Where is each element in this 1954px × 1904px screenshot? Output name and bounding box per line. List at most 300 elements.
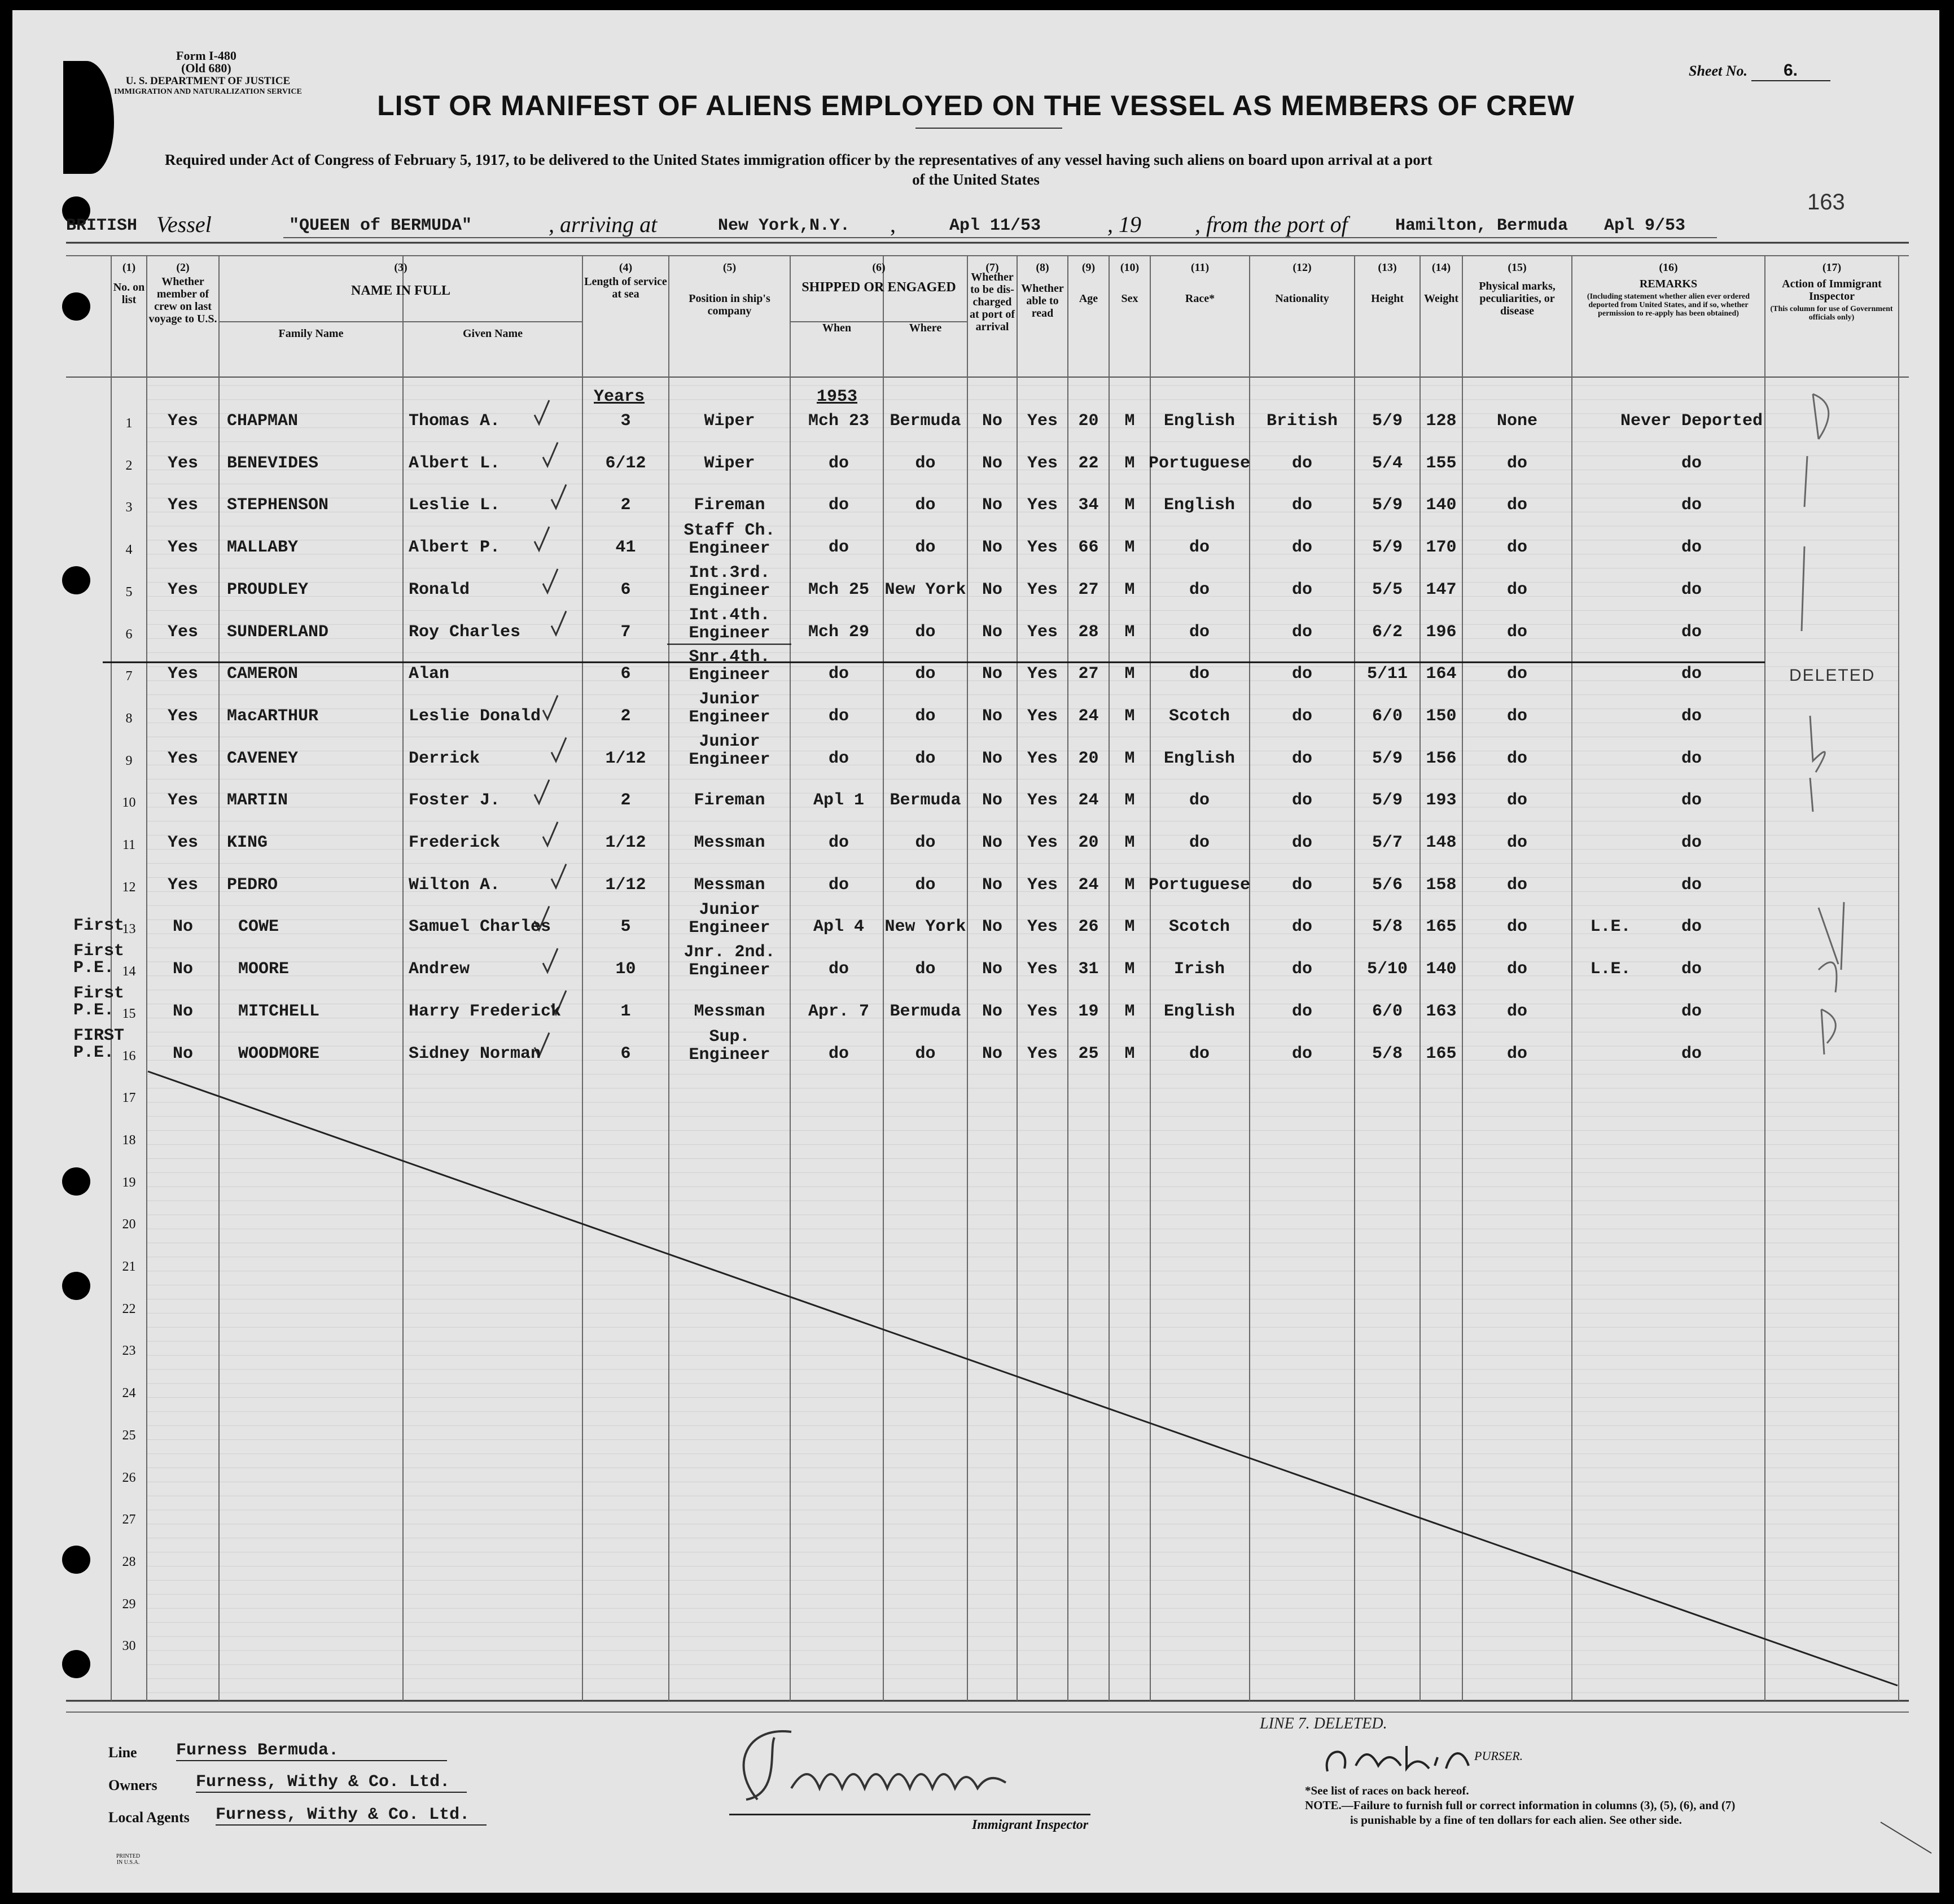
row-number: 24 [122, 1386, 136, 1401]
cell-no: 15 [122, 1006, 136, 1021]
column-header: Position in ship's company [689, 292, 770, 317]
cell-service: 7 [620, 622, 631, 642]
cell-prev: Yes [167, 538, 198, 558]
column-number: (14) [1431, 261, 1451, 274]
cell-read: Yes [1027, 960, 1058, 979]
cell-no: 6 [125, 627, 133, 642]
cell-read: Yes [1027, 706, 1058, 726]
line-label: Line [108, 1744, 137, 1761]
column-number: (1) [122, 261, 136, 274]
cell-pos1: Snr.4th. [689, 647, 770, 667]
column-header: NAME IN FULL [351, 283, 450, 298]
column-number: (17) [1822, 261, 1842, 274]
cell-height: 5/4 [1372, 453, 1403, 473]
cell-remarks: do [1681, 580, 1702, 599]
cell-disch: No [982, 833, 1002, 852]
cell-remarks: do [1681, 875, 1702, 895]
cell-read: Yes [1027, 538, 1058, 558]
cell-sex: M [1124, 749, 1135, 768]
row-number: 27 [122, 1512, 136, 1527]
cell-nat: do [1291, 749, 1312, 768]
cell-pos2: Engineer [689, 623, 770, 643]
cell-remarks: do [1681, 453, 1702, 473]
cell-race: do [1189, 833, 1210, 852]
cell-height: 6/0 [1372, 1001, 1403, 1021]
cell-service: 41 [615, 538, 636, 558]
cell-service: 6 [620, 580, 631, 599]
cell-service: 2 [620, 791, 631, 811]
cell-nat: do [1291, 960, 1312, 979]
column-header: Nationality [1275, 292, 1329, 305]
cell-pos1: Messman [694, 875, 765, 895]
form-line: U. S. DEPARTMENT OF JUSTICE [125, 75, 291, 87]
column-header: Whether able to read [1021, 282, 1064, 319]
cell-no: 5 [125, 584, 133, 599]
column-header: Action of Immigrant Inspector [1782, 278, 1882, 303]
stamp-number: 163 [1807, 190, 1845, 215]
cell-family: MacARTHUR [227, 706, 319, 726]
cell-where: do [915, 875, 936, 895]
cell-family: SUNDERLAND [227, 622, 329, 642]
cell-height: 5/9 [1372, 538, 1403, 558]
cell-disch: No [982, 791, 1002, 811]
column-number: (8) [1036, 261, 1049, 274]
footer [12, 1715, 1939, 1890]
cell-prev: Yes [167, 875, 198, 895]
cell-weight: 140 [1426, 960, 1457, 979]
cell-when: do [828, 496, 849, 515]
cell-remarks: do [1681, 496, 1702, 515]
cell-given: Harry Frederick [409, 1001, 562, 1021]
sheet-label: Sheet No. [1689, 63, 1747, 79]
cell-where: do [915, 749, 936, 768]
cell-race: English [1163, 496, 1236, 515]
cell-marks: do [1506, 833, 1527, 852]
cell-family: MARTIN [227, 791, 288, 811]
cell-pos2: Engineer [689, 666, 770, 685]
cell-when: do [828, 960, 849, 979]
cell-weight: 155 [1426, 453, 1457, 473]
cell-nat: do [1291, 706, 1312, 726]
cell-race: do [1189, 664, 1210, 684]
cell-family: MALLABY [227, 538, 299, 558]
cell-remarks_note: L.E. [1590, 917, 1631, 937]
cell-prefix: FIRST P.E. [73, 1026, 125, 1062]
cell-pos1: Messman [694, 1001, 765, 1021]
cell-remarks_note: L.E. [1590, 960, 1631, 979]
cell-read: Yes [1027, 875, 1058, 895]
sheet-value: 6. [1751, 61, 1830, 81]
cell-where: Bermuda [890, 791, 961, 811]
inspector-pencil-marks [1802, 394, 1844, 1054]
page-title: LIST OR MANIFEST OF ALIENS EMPLOYED ON THE VESSEL AS MEMBERS OF CREW [377, 90, 1575, 121]
cell-sex: M [1124, 1001, 1135, 1021]
cell-weight: 163 [1426, 1001, 1457, 1021]
cell-pos2: Engineer [689, 961, 770, 981]
column-number: (10) [1120, 261, 1140, 274]
cell-read: Yes [1027, 791, 1058, 811]
column-header: Whether to be dis-charged at port of arrival [970, 271, 1015, 333]
cell-remarks: do [1681, 791, 1702, 811]
cell-when: Apr. 7 [808, 1001, 870, 1021]
cell-age: 24 [1078, 706, 1099, 726]
cell-race: do [1189, 622, 1210, 642]
cell-given: Thomas A. [409, 412, 501, 431]
column-header: When [822, 322, 852, 334]
cell-no: 16 [122, 1048, 136, 1063]
column-subheader: (Including statement whether alien ever ordered deported from United States, and if so, whether permission to re-apply has been obtained) [1587, 292, 1750, 318]
cell-age: 66 [1078, 538, 1099, 558]
cell-nat: do [1291, 538, 1312, 558]
cell-nat: do [1291, 917, 1312, 937]
cell-when: do [828, 538, 849, 558]
cell-disch: No [982, 453, 1002, 473]
agents-value: Furness, Withy & Co. Ltd. [216, 1805, 487, 1826]
cell-height: 5/9 [1372, 496, 1403, 515]
cell-service: 5 [620, 917, 631, 937]
cancellation-line [148, 1071, 1898, 1686]
cell-given: Alan [409, 664, 450, 684]
cell-race: Scotch [1168, 706, 1230, 726]
subtitle: Required under Act of Congress of February 5, 1917, to be delivered to the United States immigration officer by the representatives of any vessel having such aliens on board upon arrival at a port [165, 151, 1432, 168]
cell-race: do [1189, 580, 1210, 599]
purser-title: PURSER. [1474, 1749, 1523, 1763]
cell-weight: 140 [1426, 496, 1457, 515]
cell-prev: Yes [167, 791, 198, 811]
cell-when: do [828, 833, 849, 852]
cell-no: 8 [125, 711, 133, 726]
cell-pos1: Staff Ch. [684, 521, 776, 541]
inspector-signature [724, 1715, 1062, 1817]
cell-when: do [828, 706, 849, 726]
arrival-date: Apl 11/53 [949, 216, 1041, 235]
cell-nat: do [1291, 496, 1312, 515]
cell-marks: do [1506, 453, 1527, 473]
departure-date: Apl 9/53 [1604, 216, 1686, 235]
cell-age: 27 [1078, 580, 1099, 599]
cell-race: Irish [1173, 960, 1225, 979]
cell-pos2: Engineer [689, 918, 770, 938]
cell-disch: No [982, 412, 1002, 431]
cell-when: Mch 23 [808, 412, 870, 431]
cell-marks: do [1506, 749, 1527, 768]
row-number: 18 [122, 1132, 136, 1148]
cell-where: Bermuda [890, 412, 961, 431]
column-header: Sex [1121, 292, 1138, 305]
cell-sex: M [1124, 496, 1135, 515]
cell-nat: do [1291, 1044, 1312, 1063]
cell-pos2: Engineer [689, 1045, 770, 1065]
cell-age: 27 [1078, 664, 1099, 684]
cell-weight: 165 [1426, 1044, 1457, 1063]
cell-race: Scotch [1168, 917, 1230, 937]
cell-sex: M [1124, 960, 1135, 979]
cell-height: 5/8 [1372, 917, 1403, 937]
cell-disch: No [982, 496, 1002, 515]
column-header: SHIPPED OR ENGAGED [801, 280, 956, 295]
cell-disch: No [982, 917, 1002, 937]
cell-family: CHAPMAN [227, 412, 299, 431]
row-number: 22 [122, 1301, 136, 1316]
cell-given: Foster J. [409, 791, 501, 811]
cell-pos1: Messman [694, 833, 765, 852]
row-number: 26 [122, 1470, 136, 1485]
cell-weight: 147 [1426, 580, 1457, 599]
column-header: Physical marks, peculiarities, or disease [1479, 280, 1556, 317]
cell-read: Yes [1027, 453, 1058, 473]
cell-marks: do [1506, 706, 1527, 726]
cell-remarks: do [1681, 538, 1702, 558]
row-number: 20 [122, 1217, 136, 1232]
cell-remarks: do [1681, 664, 1702, 684]
cell-height: 5/9 [1372, 412, 1403, 431]
cell-given: Frederick [409, 833, 501, 852]
column-number: (7) [985, 261, 999, 274]
cell-service: 3 [620, 412, 631, 431]
cell-sex: M [1124, 917, 1135, 937]
cell-remarks: do [1681, 706, 1702, 726]
cell-service: 6 [620, 1044, 631, 1063]
cell-read: Yes [1027, 622, 1058, 642]
cell-weight: 164 [1426, 664, 1457, 684]
cell-pos1: Fireman [694, 791, 765, 811]
line-value: Furness Bermuda. [176, 1741, 447, 1761]
cell-prev: No [172, 917, 193, 937]
cell-disch: No [982, 875, 1002, 895]
column-number: (15) [1508, 261, 1527, 274]
cell-weight: 170 [1426, 538, 1457, 558]
cell-prefix: First [73, 916, 125, 936]
note-line: is punishable by a fine of ten dollars for each alien. See other side. [1350, 1813, 1682, 1827]
cell-remarks: do [1681, 1001, 1702, 1021]
cell-race: Portuguese [1148, 453, 1251, 473]
cell-sex: M [1124, 412, 1135, 431]
column-header: REMARKS [1639, 278, 1698, 290]
cell-where: do [915, 538, 936, 558]
cell-read: Yes [1027, 412, 1058, 431]
column-number: (3) [394, 261, 408, 274]
column-number: (16) [1659, 261, 1678, 274]
cell-marks: do [1506, 496, 1527, 515]
cell-no: 7 [125, 669, 133, 684]
cell-race: do [1189, 1044, 1210, 1063]
vessel-label: Vessel [156, 212, 212, 237]
cell-service: 1 [620, 1001, 631, 1021]
column-number: (13) [1378, 261, 1397, 274]
cell-sex: M [1124, 833, 1135, 852]
column-header: Family Name [278, 327, 344, 340]
cell-family: WOODMORE [238, 1044, 320, 1063]
cell-no: 2 [125, 458, 133, 473]
races-note: *See list of races on back hereof. [1305, 1784, 1469, 1797]
cell-nat: do [1291, 580, 1312, 599]
cell-remarks: Never Deported [1620, 412, 1763, 431]
cell-disch: No [982, 749, 1002, 768]
cell-no: 4 [125, 542, 133, 558]
cell-family: MOORE [238, 960, 290, 979]
owners-label: Owners [108, 1777, 157, 1793]
cell-pos2: Engineer [689, 539, 770, 559]
cell-service: 10 [615, 960, 636, 979]
row-number: 30 [122, 1639, 136, 1654]
cell-family: STEPHENSON [227, 496, 329, 515]
cell-family: CAVENEY [227, 749, 299, 768]
cell-given: Derrick [409, 749, 480, 768]
inspector-label: Immigrant Inspector [972, 1818, 1089, 1832]
cell-sex: M [1124, 453, 1135, 473]
cell-where: do [915, 960, 936, 979]
cell-where: do [915, 1044, 936, 1063]
cell-where: New York [884, 917, 966, 937]
column-number: (6) [872, 261, 886, 274]
cell-marks: do [1506, 1044, 1527, 1063]
cell-service: 6 [620, 664, 631, 684]
row-number: 28 [122, 1554, 136, 1569]
cell-given: Samuel Charles [409, 917, 551, 937]
cell-age: 20 [1078, 412, 1099, 431]
cell-age: 24 [1078, 791, 1099, 811]
cell-nat: do [1291, 791, 1312, 811]
inspector-line [729, 1814, 1090, 1815]
vessel-nationality: BRITISH [66, 216, 138, 235]
cell-where: do [915, 453, 936, 473]
column-number: (9) [1081, 261, 1096, 274]
cell-height: 5/7 [1372, 833, 1403, 852]
cell-when: do [828, 453, 849, 473]
cell-pos1: Fireman [694, 496, 765, 515]
cell-pos2: Engineer [689, 581, 770, 601]
cell-where: do [915, 496, 936, 515]
cell-disch: No [982, 538, 1002, 558]
cell-read: Yes [1027, 580, 1058, 599]
cell-race: English [1163, 1001, 1236, 1021]
cell-when: Mch 29 [808, 622, 870, 642]
cell-age: 25 [1078, 1044, 1099, 1063]
cell-disch: No [982, 960, 1002, 979]
cell-remarks: do [1681, 917, 1702, 937]
cell-disch: No [982, 622, 1002, 642]
cell-read: Yes [1027, 749, 1058, 768]
cell-race: do [1189, 538, 1210, 558]
cell-pos1: Wiper [704, 453, 755, 473]
cell-age: 20 [1078, 833, 1099, 852]
year-subhead: 1953 [817, 387, 858, 406]
cell-height: 5/9 [1372, 749, 1403, 768]
cell-service: 1/12 [605, 875, 646, 895]
cell-age: 24 [1078, 875, 1099, 895]
cell-no: 13 [122, 922, 136, 937]
printer-mark: PRINTED IN U.S.A. [116, 1853, 141, 1866]
vessel-name: "QUEEN of BERMUDA" [289, 216, 472, 235]
cell-weight: 150 [1426, 706, 1457, 726]
cell-no: 11 [122, 838, 136, 852]
column-number: (4) [619, 261, 633, 274]
cell-height: 5/6 [1372, 875, 1403, 895]
row-number: 17 [122, 1091, 136, 1106]
cell-read: Yes [1027, 496, 1058, 515]
cell-pos1: Sup. [709, 1027, 750, 1047]
years-subhead: Years [594, 387, 645, 406]
cell-remarks: do [1681, 960, 1702, 979]
cell-height: 5/8 [1372, 1044, 1403, 1063]
cell-sex: M [1124, 538, 1135, 558]
column-header: Where [909, 322, 942, 334]
cell-remarks: do [1681, 1044, 1702, 1063]
cell-service: 6/12 [605, 453, 646, 473]
cell-given: Leslie L. [409, 496, 501, 515]
cell-remarks: do [1681, 622, 1702, 642]
cell-weight: 165 [1426, 917, 1457, 937]
cell-given: Albert L. [409, 453, 501, 473]
cell-when: do [828, 664, 849, 684]
cell-no: 14 [122, 964, 136, 979]
cell-race: Portuguese [1148, 875, 1251, 895]
cell-when: do [828, 1044, 849, 1063]
cell-nat: do [1291, 453, 1312, 473]
comma: , [890, 212, 896, 237]
cell-age: 19 [1078, 1001, 1099, 1021]
cell-pos2: Engineer [689, 707, 770, 727]
cell-where: do [915, 833, 936, 852]
cell-where: Bermuda [890, 1001, 961, 1021]
cell-no: 12 [122, 879, 136, 895]
cell-family: PEDRO [227, 875, 278, 895]
column-header: No. on list [113, 281, 145, 306]
row-number: 21 [122, 1259, 136, 1274]
column-number: (5) [722, 261, 737, 274]
cell-prev: Yes [167, 622, 198, 642]
cell-prev: Yes [167, 706, 198, 726]
cell-height: 5/11 [1366, 664, 1408, 684]
cell-family: KING [227, 833, 268, 852]
cell-where: do [915, 622, 936, 642]
cell-given: Leslie Donald [409, 706, 541, 726]
cell-given: Ronald [409, 580, 470, 599]
cell-remarks: do [1681, 749, 1702, 768]
cell-marks: do [1506, 538, 1527, 558]
row-number: 29 [122, 1596, 136, 1612]
cell-disch: No [982, 706, 1002, 726]
cell-prev: Yes [167, 664, 198, 684]
cell-prev: No [172, 960, 193, 979]
cell-age: 20 [1078, 749, 1099, 768]
cell-remarks: do [1681, 833, 1702, 852]
arriving-label: , arriving at [549, 212, 658, 237]
cell-read: Yes [1027, 1001, 1058, 1021]
cell-when: Apl 1 [813, 791, 864, 811]
manifest-sheet [12, 10, 1939, 1893]
cell-marks: do [1506, 622, 1527, 642]
cell-prev: Yes [167, 412, 198, 431]
cell-pos1: Jnr. 2nd. [684, 943, 776, 962]
row-number: 19 [122, 1175, 136, 1190]
cell-no: 10 [122, 795, 136, 811]
column-header: Height [1371, 292, 1404, 305]
column-header: Weight [1423, 292, 1459, 305]
cell-race: English [1163, 412, 1236, 431]
owners-value: Furness, Withy & Co. Ltd. [196, 1772, 467, 1793]
cell-weight: 128 [1426, 412, 1457, 431]
column-subheader: (This column for use of Government officials only) [1770, 305, 1893, 322]
form-line: Form I-480 [176, 49, 236, 63]
cell-read: Yes [1027, 917, 1058, 937]
cell-marks: do [1506, 960, 1527, 979]
cell-nat: do [1291, 664, 1312, 684]
column-number: (2) [176, 261, 190, 274]
cell-service: 2 [620, 706, 631, 726]
cell-nat: do [1291, 833, 1312, 852]
cell-height: 6/0 [1372, 706, 1403, 726]
